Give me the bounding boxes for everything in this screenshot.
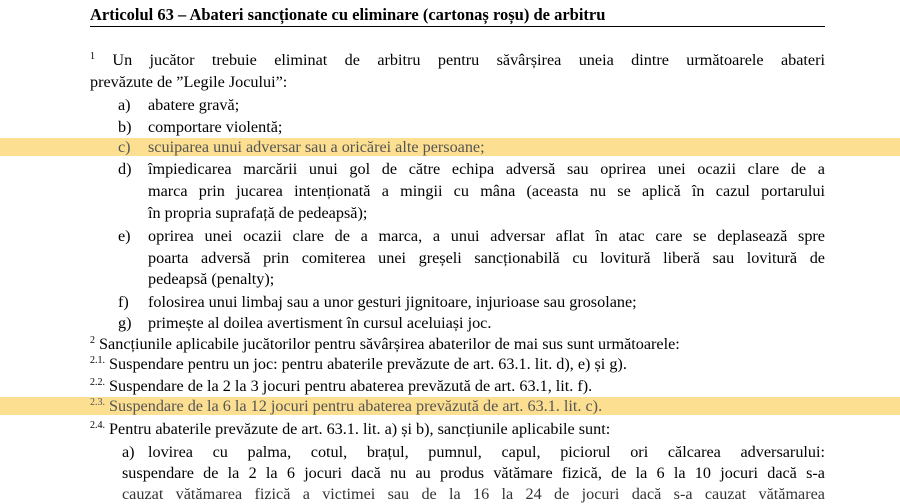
s22-sup: 2.2. — [90, 377, 105, 388]
item-a — [118, 95, 239, 115]
item-c-text: scuiparea unui adversar sau a oricărei alte persoane; — [148, 138, 485, 156]
s23-sup: 2.3. — [90, 397, 105, 408]
item-e-line2: poarta adversă prin comiterea unei greșeli sancționabilă cu lovitură liberă sau lovitură de — [148, 249, 825, 267]
item-d-text1: împiedicarea marcării unui gol de către echipa adversă sau oprirea unei ocazii clare de a — [148, 160, 825, 178]
s21 — [90, 354, 627, 377]
s24-sup: 2.4. — [90, 420, 105, 431]
item-g — [118, 313, 491, 333]
p1-text1: Un jucător trebuie eliminat de arbitru pentru săvârșirea uneia dintre următoarele abateri — [112, 51, 826, 69]
s24a-line2: suspendare de la 2 la 6 jocuri dacă nu au produs vătămare fizică, de la 6 la 10 jocuri dacă s-a — [122, 464, 825, 482]
p2-sup: 2 — [90, 335, 95, 346]
item-e-text1: oprirea unei ocazii clare de a marca, a unui adversar aflat în atac care se deplasează spre — [148, 227, 825, 245]
item-c — [118, 137, 485, 157]
item-c-label: c) — [118, 138, 131, 156]
item-a-label: a) — [118, 96, 131, 114]
s23-text: Suspendare de la 6 la 12 jocuri pentru abaterea prevăzută de art. 63.1. lit. c). — [109, 397, 603, 415]
item-g-text: primește al doilea avertisment în cursul aceluiași joc. — [148, 314, 492, 332]
item-g-label: g) — [118, 314, 132, 332]
item-e-label: e) — [118, 227, 131, 245]
p1-line1 — [90, 50, 825, 73]
p1-line2: prevăzute de ”Legile Jocului”: — [90, 73, 288, 91]
s24-text: Pentru abaterile prevăzute de art. 63.1. lit. a) și b), sancțiunile aplicabile sunt: — [109, 420, 611, 438]
item-d-line1 — [118, 159, 825, 179]
item-e-line3: pedeapsă (penalty); — [148, 270, 275, 288]
item-f-text: folosirea unui limbaj sau a unor gesturi jignitoare, injurioase sau grosolane; — [148, 293, 637, 311]
s24a-label: a) — [122, 443, 135, 461]
item-d-label: d) — [118, 160, 132, 178]
p2-text: Sancțiunile aplicabile jucătorilor pentru săvârșirea abaterilor de mai sus sunt următoarele: — [99, 335, 680, 353]
s21-sup: 2.1. — [90, 355, 105, 366]
s24a-text1: lovirea cu palma, cotul, brațul, pumnul, capul, piciorul ori călcarea adversarului: — [148, 443, 825, 461]
s21-text: Suspendare pentru un joc: pentru abaterile prevăzute de art. 63.1. lit. d), e) și g). — [109, 355, 627, 373]
s22-text: Suspendare de la 2 la 3 jocuri pentru abaterea prevăzută de art. 63.1, lit. f). — [109, 377, 593, 395]
item-a-text: abatere gravă; — [148, 96, 240, 114]
s24 — [90, 419, 610, 442]
item-f-label: f) — [118, 293, 129, 311]
s23 — [90, 396, 602, 419]
item-f — [118, 292, 637, 312]
s24a-line3: cauzat vătămarea fizică a victimei sau de la 16 la 24 de jocuri dacă s-a cauzat vătămarea — [122, 485, 825, 503]
item-d-line3: în propria suprafață de pedeapsă); — [148, 204, 368, 222]
item-e-line1 — [118, 226, 825, 246]
item-b-label: b) — [118, 118, 132, 136]
item-d-line2: marca prin jucarea intenționată a mingii cu mâna (aceasta nu se aplică în cazul portarului — [148, 182, 825, 200]
article-title: Articolul 63 – Abateri sancționate cu eliminare (cartonaș roșu) de arbitru — [90, 5, 606, 24]
title-underline — [90, 26, 825, 27]
p1-sup: 1 — [90, 51, 95, 62]
item-b — [118, 117, 282, 137]
item-b-text: comportare violentă; — [148, 118, 283, 136]
s24a-line1 — [122, 442, 825, 462]
